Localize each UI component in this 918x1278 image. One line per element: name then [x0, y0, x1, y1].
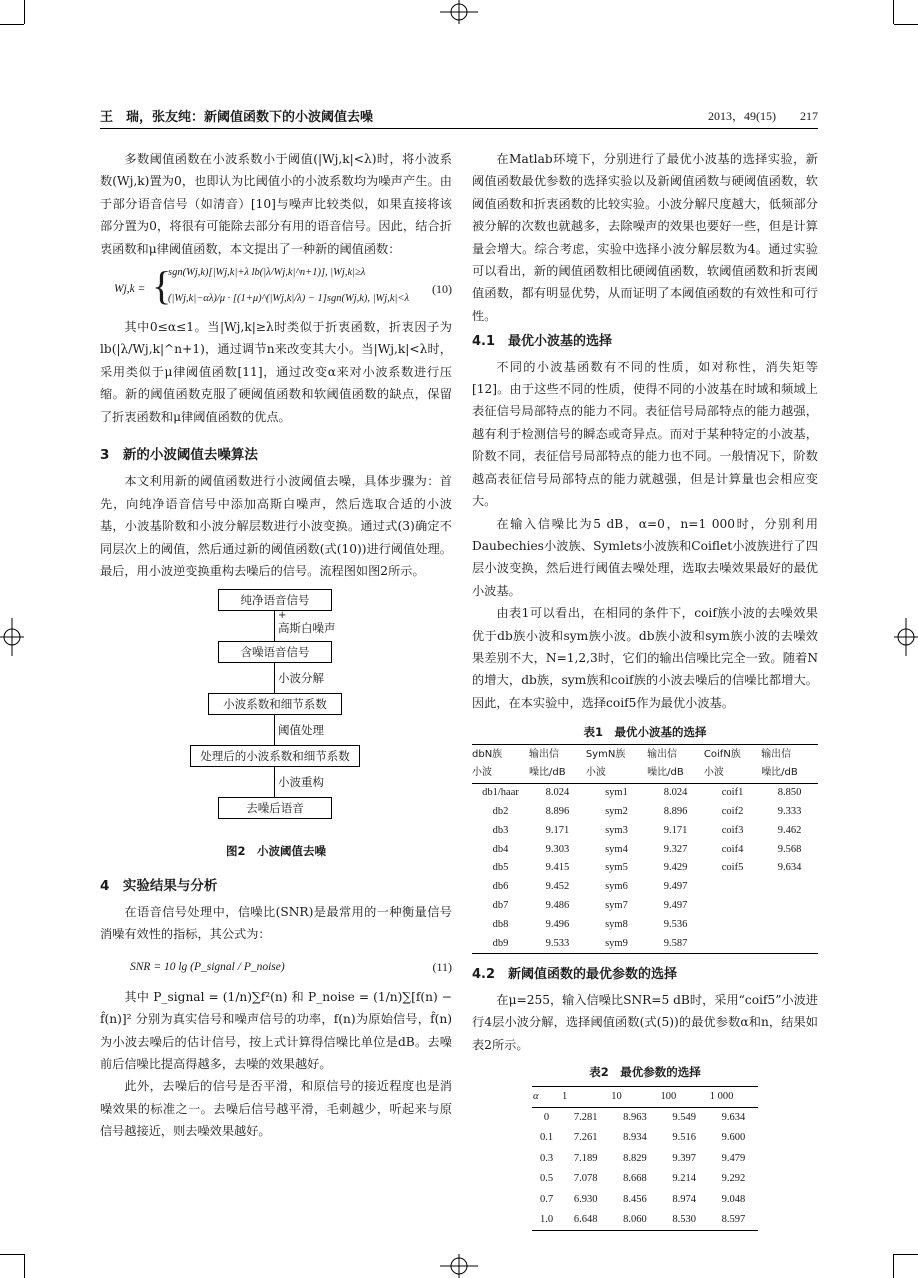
table-header-row — [472, 763, 818, 784]
table-cell: 9.397 — [672, 1152, 696, 1164]
table-cell — [761, 897, 818, 916]
flow-box-noisy-speech: 含噪语音信号 — [218, 641, 332, 663]
table-cell: 0.5 — [539, 1173, 554, 1185]
table-row — [532, 1128, 758, 1148]
equation-number: (10) — [432, 282, 452, 297]
table-cell: 8.934 — [623, 1132, 647, 1144]
table-row — [472, 878, 818, 897]
flow-label-reconstruct: 小波重构 — [278, 774, 324, 789]
table-cell: 9.600 — [721, 1132, 746, 1144]
table-cell: 8.597 — [721, 1213, 746, 1225]
flow-box-coefficients: 小波系数和细节系数 — [208, 693, 342, 715]
registration-mark-top — [440, 0, 478, 24]
table-header-cell: 输出信 — [647, 749, 678, 761]
table-header-cell: 1 — [561, 1086, 610, 1107]
flow-arrow — [274, 715, 275, 745]
table-cell — [761, 916, 818, 935]
table-cell: 9.536 — [663, 918, 688, 930]
equation-case-1: sgn(Wj,k)[|Wj,k|+λ lb(|λ/Wj,k|^n+1)], |Wj,k|≥λ — [168, 267, 366, 279]
table-cell: 9.333 — [777, 805, 802, 817]
table-cell: coif2 — [721, 805, 744, 817]
table-cell: 9.634 — [721, 1111, 746, 1123]
header-issue-page: 2013，49(15) 217 — [708, 109, 818, 123]
paragraph: 本文利用新的阈值函数进行小波阈值去噪，具体步骤为：首先，向纯净语音信号中添加高斯白噪声，然后选取合适的小波基，小波基阶数和小波分解层数进行小波变换。通过式(3)确定不同层次上的阈值，然后通过新的阈值函数(式(10))进行阈值处理。最后，用小波逆变换重构去噪后的信号。流程图如图2所示。 — [100, 474, 452, 579]
table-cell: 1.0 — [539, 1213, 554, 1225]
flow-box-clean-speech: 纯净语音信号 — [218, 589, 332, 611]
table-header-cell: α — [532, 1086, 561, 1107]
right-column — [472, 148, 818, 1231]
paragraph: 此外，去噪后的信号是否平滑，和原信号的接近程度也是消噪效果的标准之一。去噪后信号越平滑，毛刺越少，听起来与原信号越接近，则去噪效果越好。 — [100, 1079, 452, 1139]
table-cell — [704, 897, 761, 916]
table-header-cell: SymN族 — [585, 749, 626, 761]
flow-plus-sign: + — [278, 609, 287, 621]
equation-case-2: (|Wj,k|−αλ)/μ · [(1+μ)^(|Wj,k|/λ) − 1]sgn(Wj,k), |Wj,k|<λ — [168, 293, 410, 305]
table-cell — [761, 878, 818, 897]
table-cell: db3 — [492, 824, 509, 836]
table-cell: db1/haar — [482, 787, 519, 799]
table-cell: coif3 — [721, 824, 744, 836]
table-cell: db2 — [492, 805, 509, 817]
section-heading-4-2: 4.2 新阈值函数的最优参数的选择 — [472, 967, 678, 983]
crop-mark-top-right-v — [893, 0, 894, 24]
table-cell: 8.530 — [672, 1213, 696, 1225]
table-header-cell: 1 000 — [709, 1086, 758, 1107]
table-cell: 8.668 — [623, 1173, 647, 1185]
table-header-cell: 小波 — [472, 763, 529, 784]
table-cell: 9.516 — [672, 1132, 696, 1144]
table-cell: db4 — [492, 843, 509, 855]
paragraph: 在语音信号处理中，信噪比(SNR)是最常用的一种衡量信号消噪有效性的指标，其公式为： — [100, 904, 452, 942]
equation-number: (11) — [432, 959, 452, 974]
table-cell: 6.648 — [573, 1213, 598, 1225]
crop-mark-top-left-h — [0, 24, 24, 25]
table-header-row — [472, 745, 818, 764]
left-column — [100, 148, 452, 1143]
table-cell: sym6 — [605, 881, 628, 893]
table-cell: sym9 — [605, 937, 628, 949]
table-cell: 9.171 — [663, 824, 688, 836]
table-cell: sym4 — [605, 843, 628, 855]
table-cell: 8.060 — [623, 1213, 647, 1225]
paragraph: 其中0≤α≤1。当|Wj,k|≥λ时类似于折衷函数，折衷因子为lb(|λ/Wj,k|^n+1)，通过调节n来改变其大小。当|Wj,k|<λ时，采用类似于μ律阈值函数[11]，通过改变α来对小波系数进行压缩。新的阈值函数克服了硬阈值函数和软阈值函数的缺点，保留了折衷函数和μ律阈值函数的优点。 — [100, 320, 452, 424]
table-cell: 9.486 — [545, 899, 570, 911]
flow-box-denoised-speech: 去噪后语音 — [218, 797, 332, 819]
table-caption: 表1 最优小波基的选择 — [583, 725, 707, 740]
table-cell: 0.1 — [539, 1132, 554, 1144]
table-row — [532, 1169, 758, 1189]
table-row — [472, 803, 818, 822]
table-header-cell: 噪比/dB — [529, 763, 586, 784]
table-row — [472, 841, 818, 860]
table-header-cell: dbN族 — [472, 749, 503, 761]
table-header-cell: CoifN族 — [703, 749, 741, 761]
table-cell — [704, 878, 761, 897]
table-cell: 9.452 — [545, 881, 570, 893]
table-row — [532, 1107, 758, 1128]
table-cell: 9.048 — [721, 1193, 746, 1205]
table-cell: 8.974 — [672, 1193, 696, 1205]
table-header-cell: 输出信 — [529, 749, 560, 761]
table-cell: 9.303 — [545, 843, 570, 855]
flow-arrow — [274, 663, 275, 693]
table-header-cell: 噪比/dB — [647, 763, 704, 784]
table-cell: 9.171 — [545, 824, 570, 836]
table-cell: 9.568 — [777, 843, 802, 855]
table-cell — [704, 916, 761, 935]
table-cell: 9.497 — [663, 899, 688, 911]
paragraph: 其中 P_signal = (1/n)∑f²(n) 和 P_noise = (1/n)∑[f(n) − f̂(n)]² 分别为真实信号和噪声信号的功率，f(n)为原始信号，f̂(n)为小波去噪后的估计信号，按上式计算得信噪比单位是dB。去噪前后信噪比提高得越多，去噪的效果越好。 — [100, 989, 452, 1071]
flow-label-decompose: 小波分解 — [278, 670, 324, 685]
table-cell: 9.587 — [663, 937, 688, 949]
flow-arrow — [274, 767, 275, 797]
table-row — [532, 1210, 758, 1231]
table-cell: db9 — [492, 937, 509, 949]
table-cell: sym7 — [605, 899, 628, 911]
table-cell: 8.024 — [663, 787, 688, 799]
section-heading-4: 4 实验结果与分析 — [100, 877, 218, 894]
table-cell: 9.214 — [672, 1173, 696, 1185]
paragraph: 在Matlab环境下，分别进行了最优小波基的选择实验，新阈值函数最优参数的选择实验以及新阈值函数与硬阈值函数，软阈值函数和折衷函数的比较实验。小波分解尺度越大，低频部分被分解的次数也就越多，去除噪声的效果也要好一些，但是计算量会增大。综合考虑，实验中选择小波分解层数为4。通过实验可以看出，新的阈值函数相比硬阈值函数，软阈值函数和折衷阈值函数，都有明显优势，从而证明了本阈值函数的有效性和可行性。 — [472, 152, 818, 323]
equation-11 — [100, 946, 452, 986]
crop-mark-top-left-v — [24, 0, 25, 24]
table-cell: 8.829 — [623, 1152, 647, 1164]
equation-10 — [100, 260, 452, 316]
table-header-cell: 100 — [660, 1086, 709, 1107]
table-caption: 表2 最优参数的选择 — [589, 1064, 701, 1079]
crop-mark-bottom-right-v — [893, 1254, 894, 1278]
table-cell: coif4 — [721, 843, 744, 855]
table-cell: 9.415 — [545, 862, 570, 874]
table-cell — [704, 935, 761, 954]
paragraph: 不同的小波基函数有不同的性质，如对称性，消失矩等[12]。由于这些不同的性质，使得不同的小波基在时域和频域上表征信号局部特点的能力不同。表征信号局部特点的能力越强，越有利于检测信号的瞬态或奇异点。而对于某种特定的小波基，阶数不同，表征信号局部特点的能力也不同。一般情况下，阶数越高表征信号局部特点的能力就越强，但是计算量也会相应变大。 — [472, 359, 818, 509]
table-cell: sym2 — [605, 805, 628, 817]
crop-mark-bottom-left-h — [0, 1254, 24, 1255]
table-optimal-wavelet — [472, 744, 818, 954]
table-cell: 9.533 — [545, 937, 570, 949]
section-heading-3: 3 新的小波阈值去噪算法 — [100, 447, 258, 464]
table-cell: 8.896 — [663, 805, 688, 817]
equation-body: SNR = 10 lg (P_signal / P_noise) — [130, 960, 285, 973]
table-cell: sym8 — [605, 918, 628, 930]
table-cell: 9.429 — [663, 862, 688, 874]
paragraph: 由表1可以看出，在相同的条件下，coif族小波的去噪效果优于db族小波和sym族小波。db族小波和sym族小波的去噪效果差别不大，N=1,2,3时，它们的输出信噪比完全一致。随着N的增大，db族，sym族和coif族的小波去噪后的信噪比都增大。因此，在本实验中，选择coif5作为最优小波基。 — [472, 606, 818, 710]
table-cell: 8.456 — [623, 1193, 647, 1205]
table-cell — [761, 935, 818, 954]
running-header — [100, 104, 818, 129]
section-heading-4-1: 4.1 最优小波基的选择 — [472, 334, 613, 350]
table-cell: db8 — [492, 918, 509, 930]
table-cell: 8.024 — [545, 787, 570, 799]
table-cell: db5 — [492, 862, 509, 874]
table-cell: 9.327 — [663, 843, 688, 855]
table-optimal-parameters — [532, 1086, 758, 1231]
table-cell: 9.549 — [672, 1111, 696, 1123]
table-header-row — [532, 1086, 758, 1107]
table-cell: 8.963 — [623, 1111, 647, 1123]
table-cell: 9.462 — [777, 824, 802, 836]
table-row — [472, 916, 818, 935]
table-row — [472, 897, 818, 916]
equation-lhs: Wj,k = — [114, 283, 146, 296]
table-cell: db7 — [492, 899, 509, 911]
table-header-cell: 噪比/dB — [761, 763, 818, 784]
table-cell: 7.078 — [573, 1173, 598, 1185]
table-cell: sym1 — [605, 787, 628, 799]
table-cell: 7.189 — [573, 1152, 598, 1164]
flow-box-processed-coefficients: 处理后的小波系数和细节系数 — [190, 745, 360, 767]
paragraph: 在μ=255，输入信噪比SNR=5 dB时，采用“coif5”小波进行4层小波分解，选择阈值函数(式(5))的最优参数α和n，结果如表2所示。 — [472, 992, 818, 1052]
table-cell: 8.896 — [545, 805, 570, 817]
table-cell: 9.497 — [663, 881, 688, 893]
table-cell: 9.479 — [721, 1152, 746, 1164]
table-row — [472, 822, 818, 841]
crop-mark-bottom-left-v — [24, 1254, 25, 1278]
paragraph: 在输入信噪比为5 dB，α=0，n=1 000时，分别利用Daubechies小波族、Symlets小波族和Coiflet小波族进行了四层小波变换，然后进行阈值去噪处理，选取去噪效果最好的最优小波基。 — [472, 516, 818, 598]
flow-arrow — [274, 611, 275, 641]
table-header-cell: 小波 — [704, 763, 761, 784]
table-cell: 0.3 — [539, 1152, 554, 1164]
figure-caption: 图2 小波阈值去噪 — [225, 843, 326, 858]
table-cell: 9.634 — [777, 862, 802, 874]
table-cell: 9.496 — [545, 918, 570, 930]
table-cell: 8.850 — [777, 787, 802, 799]
header-title: 王 瑞，张友纯：新阈值函数下的小波阈值去噪 — [100, 110, 374, 125]
table-cell: 0.7 — [539, 1193, 554, 1205]
table-body — [472, 784, 818, 954]
brace: { — [152, 263, 172, 309]
table-cell: 6.930 — [573, 1193, 598, 1205]
table-row — [472, 859, 818, 878]
crop-mark-bottom-right-h — [894, 1254, 918, 1255]
table-cell: db6 — [492, 881, 509, 893]
table-cell: sym3 — [605, 824, 628, 836]
registration-mark-left — [0, 618, 24, 656]
registration-mark-bottom — [440, 1254, 478, 1278]
flow-label-threshold: 阈值处理 — [278, 722, 324, 737]
paragraph: 多数阈值函数在小波系数小于阈值(|Wj,k|<λ)时，将小波系数(Wj,k)置为0，也即认为比阈值小的小波系数均为噪声产生。由于部分语音信号（如清音）[10]与噪声比较类似，如果直接将该部分置为0，将很有可能除去部分有用的语音信号。因此，结合折衷函数和μ律阈值函数，本文提出了一种新的阈值函数： — [100, 152, 452, 256]
table-cell: 0 — [543, 1111, 550, 1123]
table-cell: 7.281 — [573, 1111, 598, 1123]
table-cell: coif1 — [721, 787, 744, 799]
table-cell: 9.292 — [721, 1173, 746, 1185]
table-row — [472, 935, 818, 954]
table-header-cell: 输出信 — [761, 749, 792, 761]
table-cell: coif5 — [721, 862, 744, 874]
flow-label-noise: 高斯白噪声 — [278, 620, 336, 635]
table-row — [532, 1149, 758, 1169]
crop-mark-top-right-h — [894, 24, 918, 25]
table-row — [472, 784, 818, 803]
table-body — [532, 1107, 758, 1230]
table-header-cell: 小波 — [586, 763, 647, 784]
table-header-cell: 10 — [610, 1086, 659, 1107]
flowchart — [100, 589, 452, 839]
table-cell: 7.261 — [573, 1132, 598, 1144]
table-row — [532, 1190, 758, 1210]
table-cell: sym5 — [605, 862, 628, 874]
registration-mark-right — [894, 618, 918, 656]
